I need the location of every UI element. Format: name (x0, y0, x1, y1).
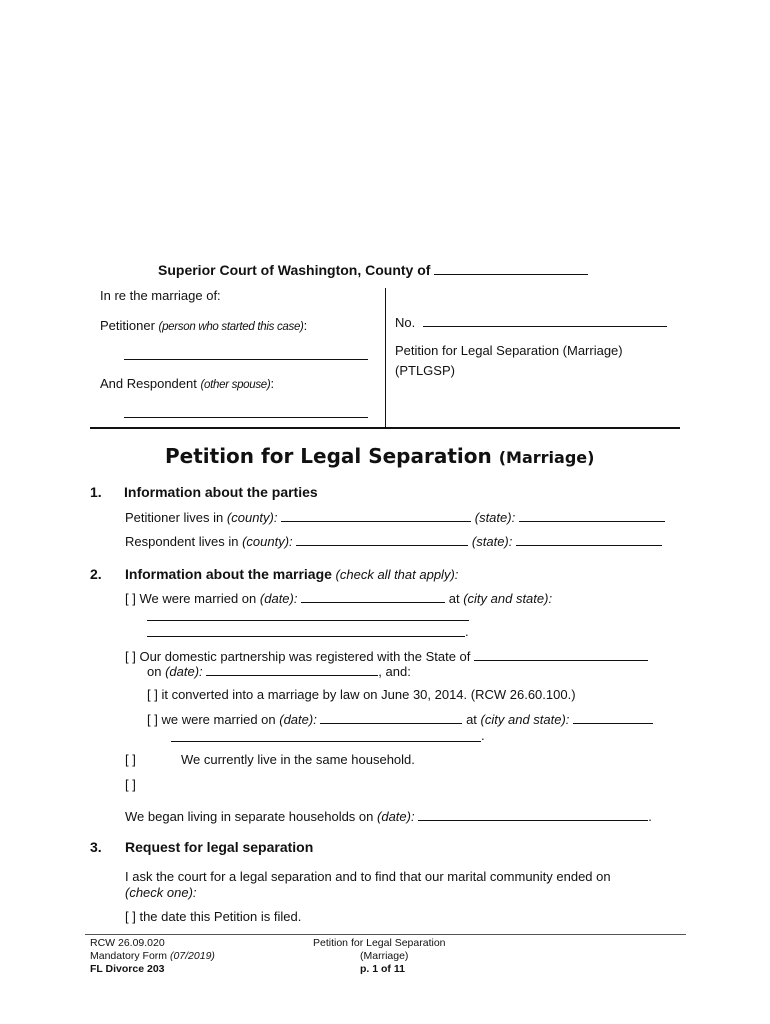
check-one-note: (check one): (125, 885, 197, 900)
court-heading: Superior Court of Washington, County of (158, 262, 588, 278)
petitioner-label: Petitioner (person who started this case): (100, 318, 308, 333)
same-household-checkbox[interactable]: [ ] (125, 752, 136, 767)
section-3-heading: Request for legal separation (125, 839, 314, 855)
domestic-partnership-checkbox[interactable]: [ ] (125, 649, 136, 664)
caption-divider (385, 288, 386, 428)
footer-page-number: p. 1 of 11 (360, 963, 405, 975)
case-number: No. (395, 314, 667, 330)
petition-filed-checkbox[interactable]: [ ] (125, 909, 136, 924)
doc-code: (PTLGSP) (395, 363, 455, 378)
respondent-state-field[interactable] (516, 533, 662, 546)
period: . (481, 728, 485, 743)
marriage-place-line-2[interactable] (147, 636, 465, 637)
marriage-place-line-1[interactable] (147, 620, 469, 621)
we-married-date-field[interactable] (320, 711, 462, 724)
separate-households-row: We began living in separate households on (date): . (125, 809, 652, 824)
footer-rcw: RCW 26.09.020 (90, 937, 165, 949)
section-3-number: 3. (90, 839, 102, 855)
marriage-date-field[interactable] (301, 590, 445, 603)
section-2-heading: Information about the marriage (check all that apply): (125, 566, 459, 582)
period: . (465, 624, 469, 639)
respondent-lives-row: Respondent lives in (county): (state): (125, 533, 662, 549)
petitioner-name-line[interactable] (124, 359, 368, 360)
domestic-partnership-row: [ ] Our domestic partnership was registered with the State of (125, 648, 648, 664)
county-blank[interactable] (434, 262, 588, 275)
we-married-place-field[interactable] (573, 711, 653, 724)
converted-checkbox[interactable]: [ ] (147, 687, 158, 702)
page-title: Petition for Legal Separation (Marriage) (165, 444, 595, 468)
doc-name: Petition for Legal Separation (Marriage) (395, 343, 623, 358)
petition-filed-row: [ ] the date this Petition is filed. (125, 909, 302, 924)
separate-household-checkbox[interactable]: [ ] (125, 777, 136, 792)
petitioner-state-field[interactable] (519, 509, 665, 522)
respondent-name-line[interactable] (124, 417, 368, 418)
married-checkbox[interactable]: [ ] (125, 591, 136, 606)
we-married-place-line[interactable] (171, 741, 481, 742)
footer-rule (85, 934, 686, 935)
converted-row: [ ] it converted into a marriage by law on June 30, 2014. (RCW 26.60.100.) (147, 687, 576, 702)
section-1-number: 1. (90, 484, 102, 500)
section-2-number: 2. (90, 566, 102, 582)
separate-date-field[interactable] (418, 808, 648, 821)
we-married-checkbox[interactable]: [ ] (147, 712, 158, 727)
respondent-label: And Respondent (other spouse): (100, 376, 275, 391)
partnership-date-field[interactable] (206, 663, 378, 676)
in-re-label: In re the marriage of: (100, 288, 221, 303)
partnership-state-field[interactable] (474, 648, 648, 661)
same-household-label: We currently live in the same household. (181, 752, 415, 767)
footer-form-id: FL Divorce 203 (90, 963, 165, 975)
case-number-blank[interactable] (423, 314, 667, 327)
legal-separation-request: I ask the court for a legal separation and to find that our marital community ended on (125, 869, 611, 884)
partnership-date-row: on (date): , and: (147, 664, 411, 679)
footer-doc-subtitle: (Marriage) (360, 950, 409, 962)
petitioner-lives-row: Petitioner lives in (county): (state): (125, 509, 665, 525)
petitioner-county-field[interactable] (281, 509, 471, 522)
footer-mandatory-form: Mandatory Form (07/2019) (90, 950, 215, 962)
caption-bottom-rule (90, 427, 680, 429)
section-1-heading: Information about the parties (124, 484, 318, 500)
footer-doc-title: Petition for Legal Separation (313, 937, 446, 949)
respondent-county-field[interactable] (296, 533, 468, 546)
married-on-row: [ ] We were married on (date): at (city and state): (125, 591, 553, 606)
we-married-row: [ ] we were married on (date): at (city and state): (147, 711, 653, 727)
